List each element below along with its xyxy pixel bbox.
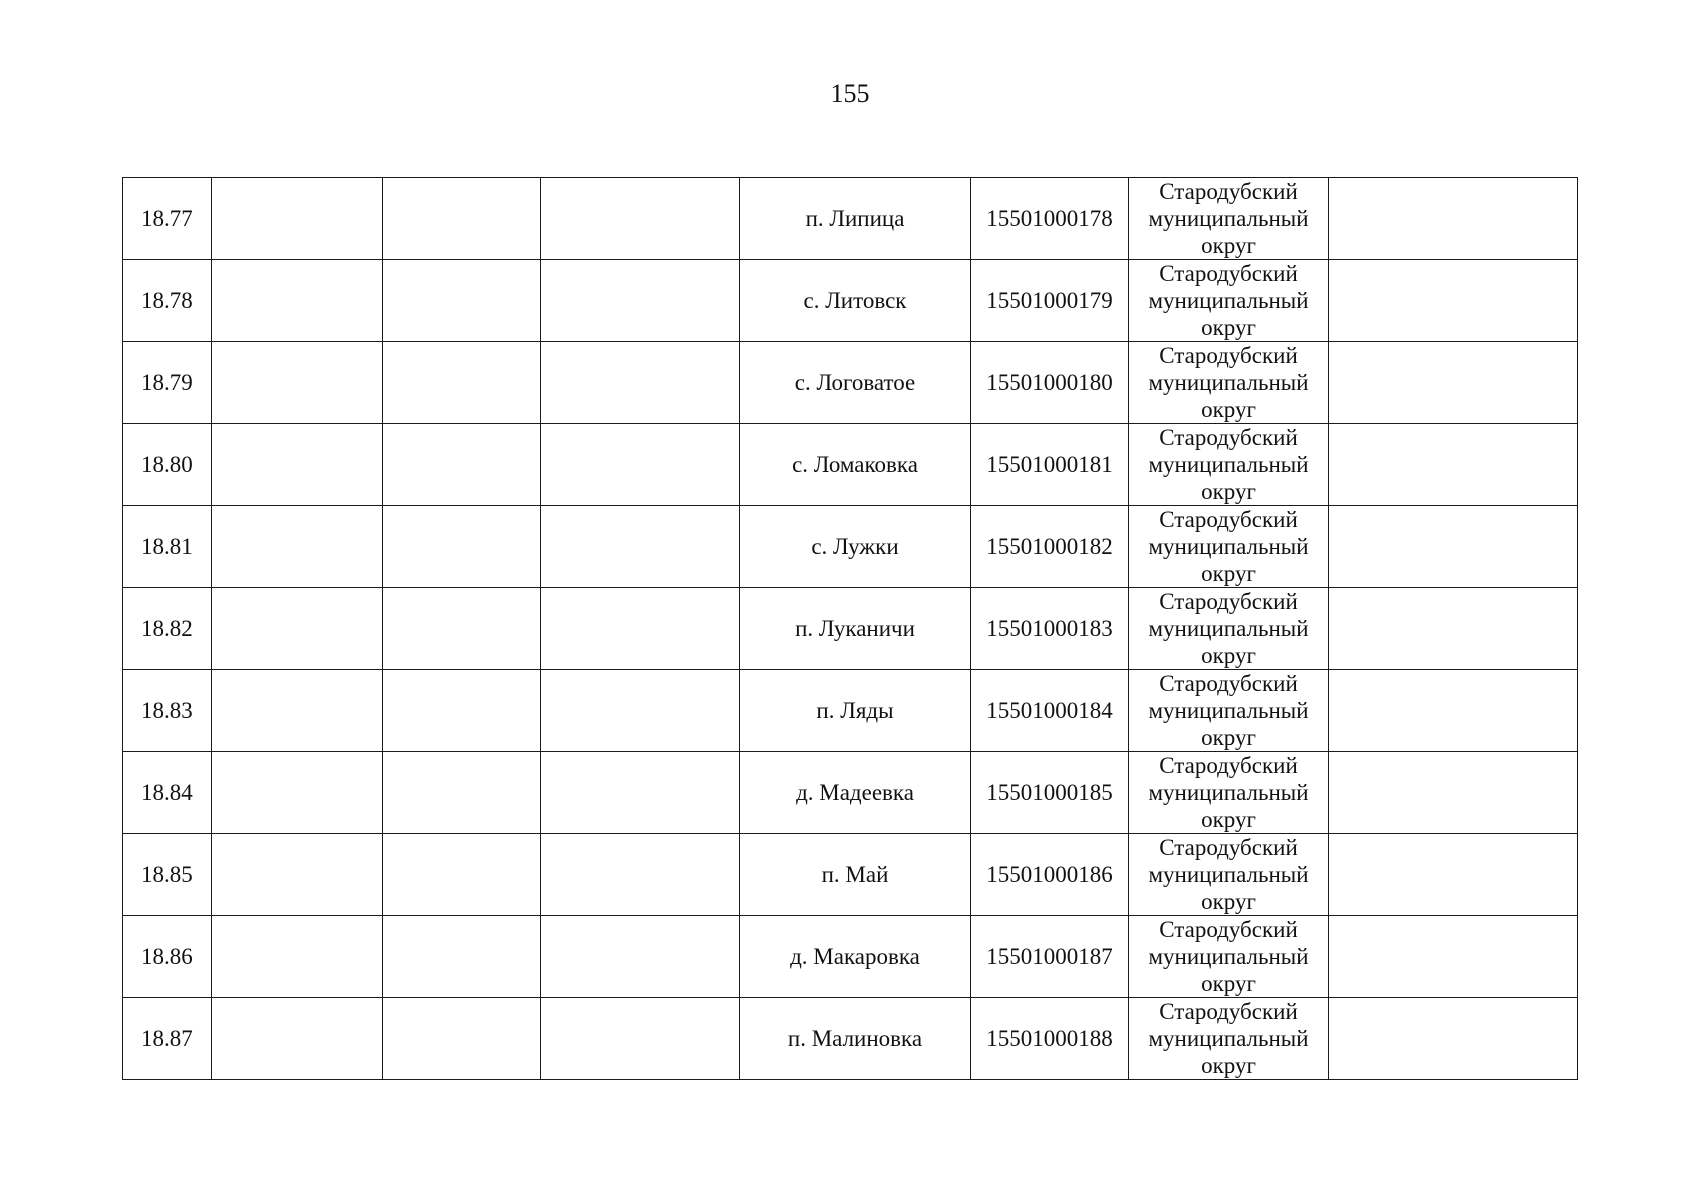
district-line: округ [1201,233,1256,258]
oktmo-code-cell: 15501000178 [971,178,1129,260]
row-number-cell: 18.82 [123,588,212,670]
empty-cell-last [1329,178,1578,260]
district-line: муниципальный [1148,534,1309,559]
empty-cell-1 [212,260,383,342]
empty-cell-last [1329,342,1578,424]
empty-cell-3 [541,424,740,506]
empty-cell-last [1329,752,1578,834]
empty-cell-1 [212,342,383,424]
district-line: муниципальный [1148,370,1309,395]
row-number-cell: 18.86 [123,916,212,998]
settlement-name-cell: п. Липица [740,178,971,260]
table-body [123,178,1578,1080]
empty-cell-last [1329,588,1578,670]
district-line: Стародубский [1159,425,1298,450]
oktmo-code-cell: 15501000179 [971,260,1129,342]
settlement-name-cell: с. Лужки [740,506,971,588]
table-row [123,506,1578,588]
district-line: округ [1201,1053,1256,1078]
table-row [123,588,1578,670]
empty-cell-1 [212,588,383,670]
district-line: муниципальный [1148,862,1309,887]
district-cell [1129,260,1329,342]
empty-cell-last [1329,506,1578,588]
empty-cell-2 [383,178,541,260]
district-line: Стародубский [1159,261,1298,286]
settlement-name-cell: п. Малиновка [740,998,971,1080]
settlement-name-cell: п. Май [740,834,971,916]
table-row [123,260,1578,342]
empty-cell-last [1329,916,1578,998]
settlement-name-cell: д. Макаровка [740,916,971,998]
district-cell [1129,916,1329,998]
district-line: Стародубский [1159,917,1298,942]
row-number-cell: 18.84 [123,752,212,834]
oktmo-code-cell: 15501000188 [971,998,1129,1080]
district-line: муниципальный [1148,616,1309,641]
empty-cell-1 [212,178,383,260]
settlement-name-cell: с. Логоватое [740,342,971,424]
settlement-name-cell: п. Ляды [740,670,971,752]
table-row [123,424,1578,506]
district-line: муниципальный [1148,780,1309,805]
table-row [123,916,1578,998]
empty-cell-1 [212,424,383,506]
settlement-name-cell: д. Мадеевка [740,752,971,834]
empty-cell-2 [383,670,541,752]
empty-cell-3 [541,588,740,670]
oktmo-code-cell: 15501000186 [971,834,1129,916]
empty-cell-3 [541,998,740,1080]
settlement-name-cell: с. Ломаковка [740,424,971,506]
settlement-name-cell: п. Луканичи [740,588,971,670]
empty-cell-3 [541,178,740,260]
empty-cell-2 [383,506,541,588]
empty-cell-3 [541,342,740,424]
empty-cell-last [1329,424,1578,506]
district-line: округ [1201,807,1256,832]
empty-cell-2 [383,834,541,916]
table-row [123,998,1578,1080]
row-number-cell: 18.77 [123,178,212,260]
district-line: Стародубский [1159,507,1298,532]
oktmo-code-cell: 15501000181 [971,424,1129,506]
table-row [123,342,1578,424]
oktmo-code-cell: 15501000182 [971,506,1129,588]
empty-cell-3 [541,916,740,998]
district-line: Стародубский [1159,179,1298,204]
district-cell [1129,834,1329,916]
empty-cell-1 [212,752,383,834]
empty-cell-3 [541,834,740,916]
district-line: муниципальный [1148,1026,1309,1051]
empty-cell-1 [212,916,383,998]
district-line: муниципальный [1148,452,1309,477]
row-number-cell: 18.80 [123,424,212,506]
district-line: муниципальный [1148,288,1309,313]
empty-cell-last [1329,260,1578,342]
row-number-cell: 18.81 [123,506,212,588]
district-line: округ [1201,315,1256,340]
district-line: округ [1201,725,1256,750]
empty-cell-1 [212,506,383,588]
district-cell [1129,178,1329,260]
empty-cell-last [1329,834,1578,916]
table-row [123,752,1578,834]
district-cell [1129,506,1329,588]
district-cell [1129,998,1329,1080]
empty-cell-1 [212,670,383,752]
page-number: 155 [830,79,870,108]
empty-cell-1 [212,998,383,1080]
empty-cell-2 [383,342,541,424]
district-line: округ [1201,971,1256,996]
district-line: муниципальный [1148,206,1309,231]
empty-cell-2 [383,916,541,998]
empty-cell-2 [383,998,541,1080]
district-line: Стародубский [1159,999,1298,1024]
row-number-cell: 18.79 [123,342,212,424]
district-cell [1129,424,1329,506]
district-line: округ [1201,889,1256,914]
district-cell [1129,752,1329,834]
district-line: муниципальный [1148,944,1309,969]
empty-cell-3 [541,260,740,342]
oktmo-code-cell: 15501000183 [971,588,1129,670]
empty-cell-last [1329,998,1578,1080]
empty-cell-2 [383,752,541,834]
district-cell [1129,588,1329,670]
empty-cell-2 [383,424,541,506]
empty-cell-3 [541,670,740,752]
empty-cell-3 [541,752,740,834]
table-row [123,178,1578,260]
empty-cell-last [1329,670,1578,752]
table-row [123,834,1578,916]
oktmo-code-cell: 15501000187 [971,916,1129,998]
settlement-name-cell: с. Литовск [740,260,971,342]
oktmo-code-cell: 15501000180 [971,342,1129,424]
empty-cell-1 [212,834,383,916]
settlements-table [122,177,1578,1080]
district-line: округ [1201,397,1256,422]
oktmo-code-cell: 15501000185 [971,752,1129,834]
empty-cell-2 [383,588,541,670]
district-cell [1129,342,1329,424]
district-line: муниципальный [1148,698,1309,723]
row-number-cell: 18.85 [123,834,212,916]
district-cell [1129,670,1329,752]
district-line: Стародубский [1159,753,1298,778]
row-number-cell: 18.87 [123,998,212,1080]
district-line: округ [1201,561,1256,586]
row-number-cell: 18.83 [123,670,212,752]
table-row [123,670,1578,752]
district-line: Стародубский [1159,835,1298,860]
empty-cell-2 [383,260,541,342]
district-line: округ [1201,643,1256,668]
district-line: Стародубский [1159,343,1298,368]
district-line: округ [1201,479,1256,504]
empty-cell-3 [541,506,740,588]
district-line: Стародубский [1159,671,1298,696]
oktmo-code-cell: 15501000184 [971,670,1129,752]
district-line: Стародубский [1159,589,1298,614]
row-number-cell: 18.78 [123,260,212,342]
